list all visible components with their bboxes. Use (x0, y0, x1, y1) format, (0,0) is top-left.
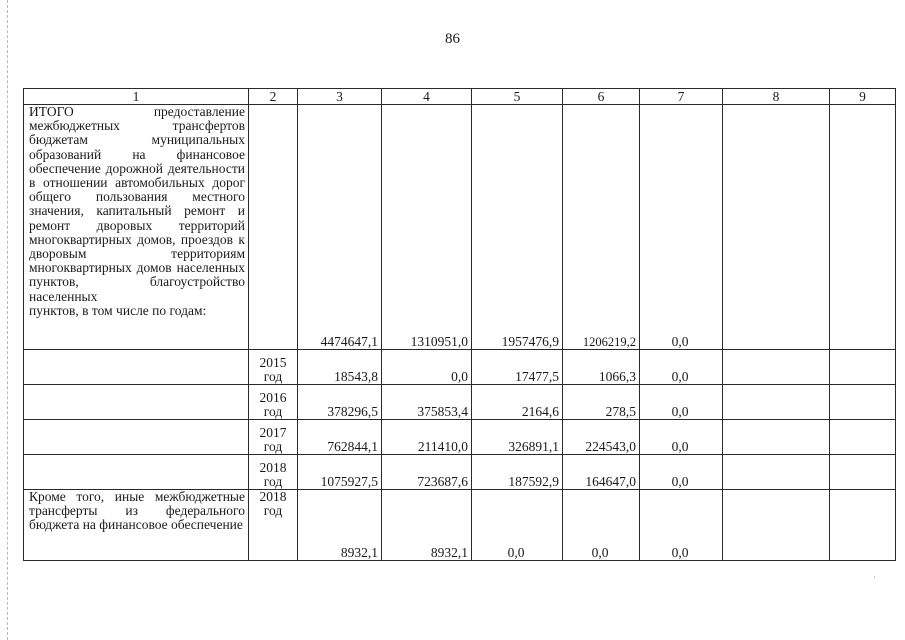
row-2017-col4: 211410,0 (382, 420, 472, 455)
table-row-2015 (24, 350, 896, 385)
row-2016-col7: 0,0 (640, 385, 723, 420)
row-2016-col3: 378296,5 (298, 385, 382, 420)
table-row-federal-transfers (24, 490, 896, 561)
federal-col4: 8932,1 (382, 490, 472, 561)
header-cell-8: 8 (723, 89, 830, 105)
total-description-cell (24, 105, 249, 350)
total-col7: 0,0 (640, 105, 723, 350)
total-col3: 4474647,1 (298, 105, 382, 350)
row-2015-col8 (723, 350, 830, 385)
row-2015-col4: 0,0 (382, 350, 472, 385)
header-cell-7: 7 (640, 89, 723, 105)
row-2017-col6: 224543,0 (563, 420, 640, 455)
row-2015-description (24, 350, 249, 385)
row-2017-description (24, 420, 249, 455)
row-2015-year: 2015 год (249, 350, 298, 385)
federal-col3: 8932,1 (298, 490, 382, 561)
total-col6: 1206219,2 (563, 105, 640, 350)
header-cell-5: 5 (472, 89, 563, 105)
row-2015-col6: 1066,3 (563, 350, 640, 385)
header-cell-9: 9 (830, 89, 896, 105)
budget-table (23, 88, 896, 561)
total-description-text: ИТОГО предоставление межбюджетных трансфертов бюджетам муниципальных образований на финансовое обеспечение дорожной деятельности в отношении автомобильных дорог общего пользования местного значения, капитальный ремонт и ремонт дворовых территорий многоквартирных домов, проездов к дворовым территориям многоквартирных домов населенных пунктов, благоустройство населенных (29, 104, 245, 304)
header-cell-1: 1 (24, 89, 249, 105)
total-description-last-line: пунктов, в том числе по годам: (29, 302, 207, 318)
table-row-2017 (24, 420, 896, 455)
federal-col9 (830, 490, 896, 561)
row-2015-col3: 18543,8 (298, 350, 382, 385)
federal-col6: 0,0 (563, 490, 640, 561)
row-2017-col5: 326891,1 (472, 420, 563, 455)
left-margin-line (7, 0, 8, 640)
row-2018-year: 2018 год (249, 455, 298, 490)
row-2018-col7: 0,0 (640, 455, 723, 490)
header-row (24, 89, 896, 105)
row-2015-col5: 17477,5 (472, 350, 563, 385)
total-year-cell (249, 105, 298, 350)
row-2018-col5: 187592,9 (472, 455, 563, 490)
total-col5: 1957476,9 (472, 105, 563, 350)
row-2016-description (24, 385, 249, 420)
row-2016-year: 2016 год (249, 385, 298, 420)
row-2017-col3: 762844,1 (298, 420, 382, 455)
table-row-2018 (24, 455, 896, 490)
row-2016-col5: 2164,6 (472, 385, 563, 420)
total-col8 (723, 105, 830, 350)
row-2017-year: 2017 год (249, 420, 298, 455)
row-2016-col9 (830, 385, 896, 420)
header-cell-4: 4 (382, 89, 472, 105)
table-row-total (24, 105, 896, 350)
federal-description-cell: Кроме того, иные межбюджетные трансферты из федерального бюджета на финансовое обеспечение (24, 490, 249, 561)
row-2018-description (24, 455, 249, 490)
row-2016-col6: 278,5 (563, 385, 640, 420)
federal-col5: 0,0 (472, 490, 563, 561)
row-2018-col3: 1075927,5 (298, 455, 382, 490)
row-2016-col4: 375853,4 (382, 385, 472, 420)
row-2018-col9 (830, 455, 896, 490)
federal-col8 (723, 490, 830, 561)
row-2015-col9 (830, 350, 896, 385)
row-2018-col8 (723, 455, 830, 490)
scan-mark: · (873, 572, 876, 582)
row-2015-col7: 0,0 (640, 350, 723, 385)
header-cell-3: 3 (298, 89, 382, 105)
header-cell-6: 6 (563, 89, 640, 105)
federal-year-cell: 2018 год (249, 490, 298, 561)
page-number: 86 (445, 31, 460, 47)
row-2018-col4: 723687,6 (382, 455, 472, 490)
total-col4: 1310951,0 (382, 105, 472, 350)
row-2017-col8 (723, 420, 830, 455)
row-2018-col6: 164647,0 (563, 455, 640, 490)
header-cell-2: 2 (249, 89, 298, 105)
row-2017-col7: 0,0 (640, 420, 723, 455)
table-row-2016 (24, 385, 896, 420)
federal-col7: 0,0 (640, 490, 723, 561)
row-2017-col9 (830, 420, 896, 455)
row-2016-col8 (723, 385, 830, 420)
total-col9 (830, 105, 896, 350)
